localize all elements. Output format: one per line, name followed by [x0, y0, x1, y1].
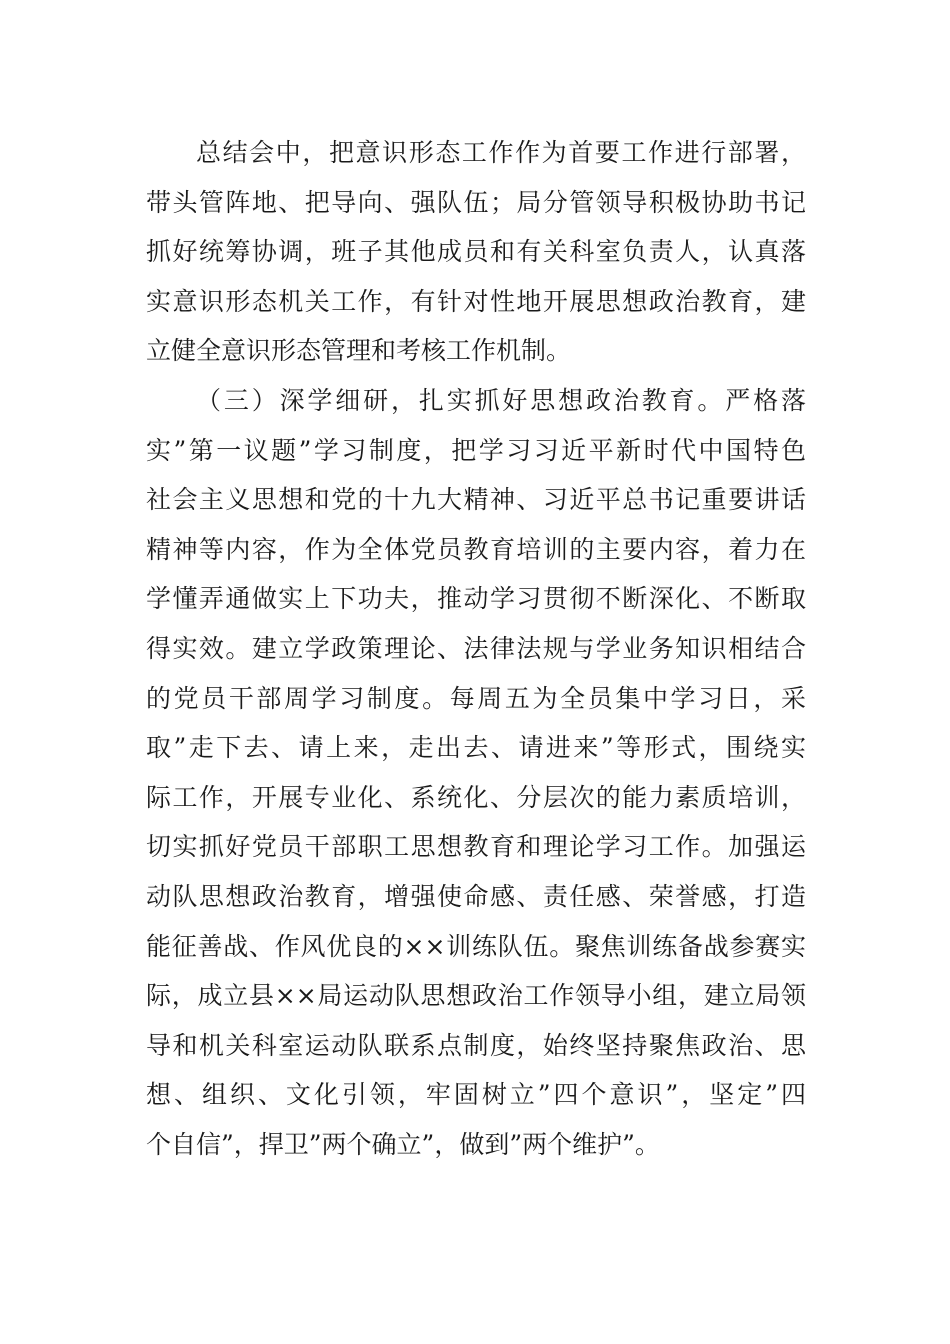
paragraph-line: 际工作，开展专业化、系统化、分层次的能力素质培训， — [146, 782, 806, 812]
paragraph-line: 带头管阵地、把导向、强队伍；局分管领导积极协助书记 — [146, 187, 806, 217]
paragraph-line: 总结会中，把意识形态工作作为首要工作进行部署， — [196, 138, 806, 167]
paragraph-line: 精神等内容，作为全体党员教育培训的主要内容，着力在 — [146, 534, 806, 564]
paragraph-line: 实意识形态机关工作，有针对性地开展思想政治教育，建 — [146, 286, 806, 316]
paragraph-line: 取”走下去、请上来，走出去、请进来”等形式，围绕实 — [146, 733, 806, 763]
paragraph-section-3 — [146, 376, 806, 1170]
paragraph-line: 实”第一议题”学习制度，把学习习近平新时代中国特色 — [146, 435, 806, 465]
paragraph-line: 社会主义思想和党的十九大精神、习近平总书记重要讲话 — [146, 485, 806, 515]
paragraph-line: 想、组织、文化引领，牢固树立”四个意识”，坚定”四 — [146, 1080, 806, 1110]
paragraph-line: 际，成立县××局运动队思想政治工作领导小组，建立局领 — [146, 981, 806, 1011]
paragraph-continued — [146, 128, 806, 376]
paragraph-line: 个自信”，捍卫”两个确立”，做到”两个维护”。 — [146, 1129, 660, 1159]
document-body — [146, 128, 806, 1169]
paragraph-line: 立健全意识形态管理和考核工作机制。 — [146, 336, 572, 366]
paragraph-line: 抓好统筹协调，班子其他成员和有关科室负责人，认真落 — [146, 237, 806, 267]
paragraph-line: 导和机关科室运动队联系点制度，始终坚持聚焦政治、思 — [146, 1030, 806, 1060]
paragraph-line: 的党员干部周学习制度。每周五为全员集中学习日，采 — [146, 683, 806, 713]
section-heading-line: （三）深学细研，扎实抓好思想政治教育。严格落 — [196, 385, 806, 415]
paragraph-line: 学懂弄通做实上下功夫，推动学习贯彻不断深化、不断取 — [146, 584, 806, 614]
paragraph-line: 切实抓好党员干部职工思想教育和理论学习工作。加强运 — [146, 832, 806, 862]
paragraph-line: 能征善战、作风优良的××训练队伍。聚焦训练备战参赛实 — [146, 931, 806, 961]
paragraph-line: 得实效。建立学政策理论、法律法规与学业务知识相结合 — [146, 633, 806, 663]
paragraph-line: 动队思想政治教育，增强使命感、责任感、荣誉感，打造 — [146, 881, 806, 911]
